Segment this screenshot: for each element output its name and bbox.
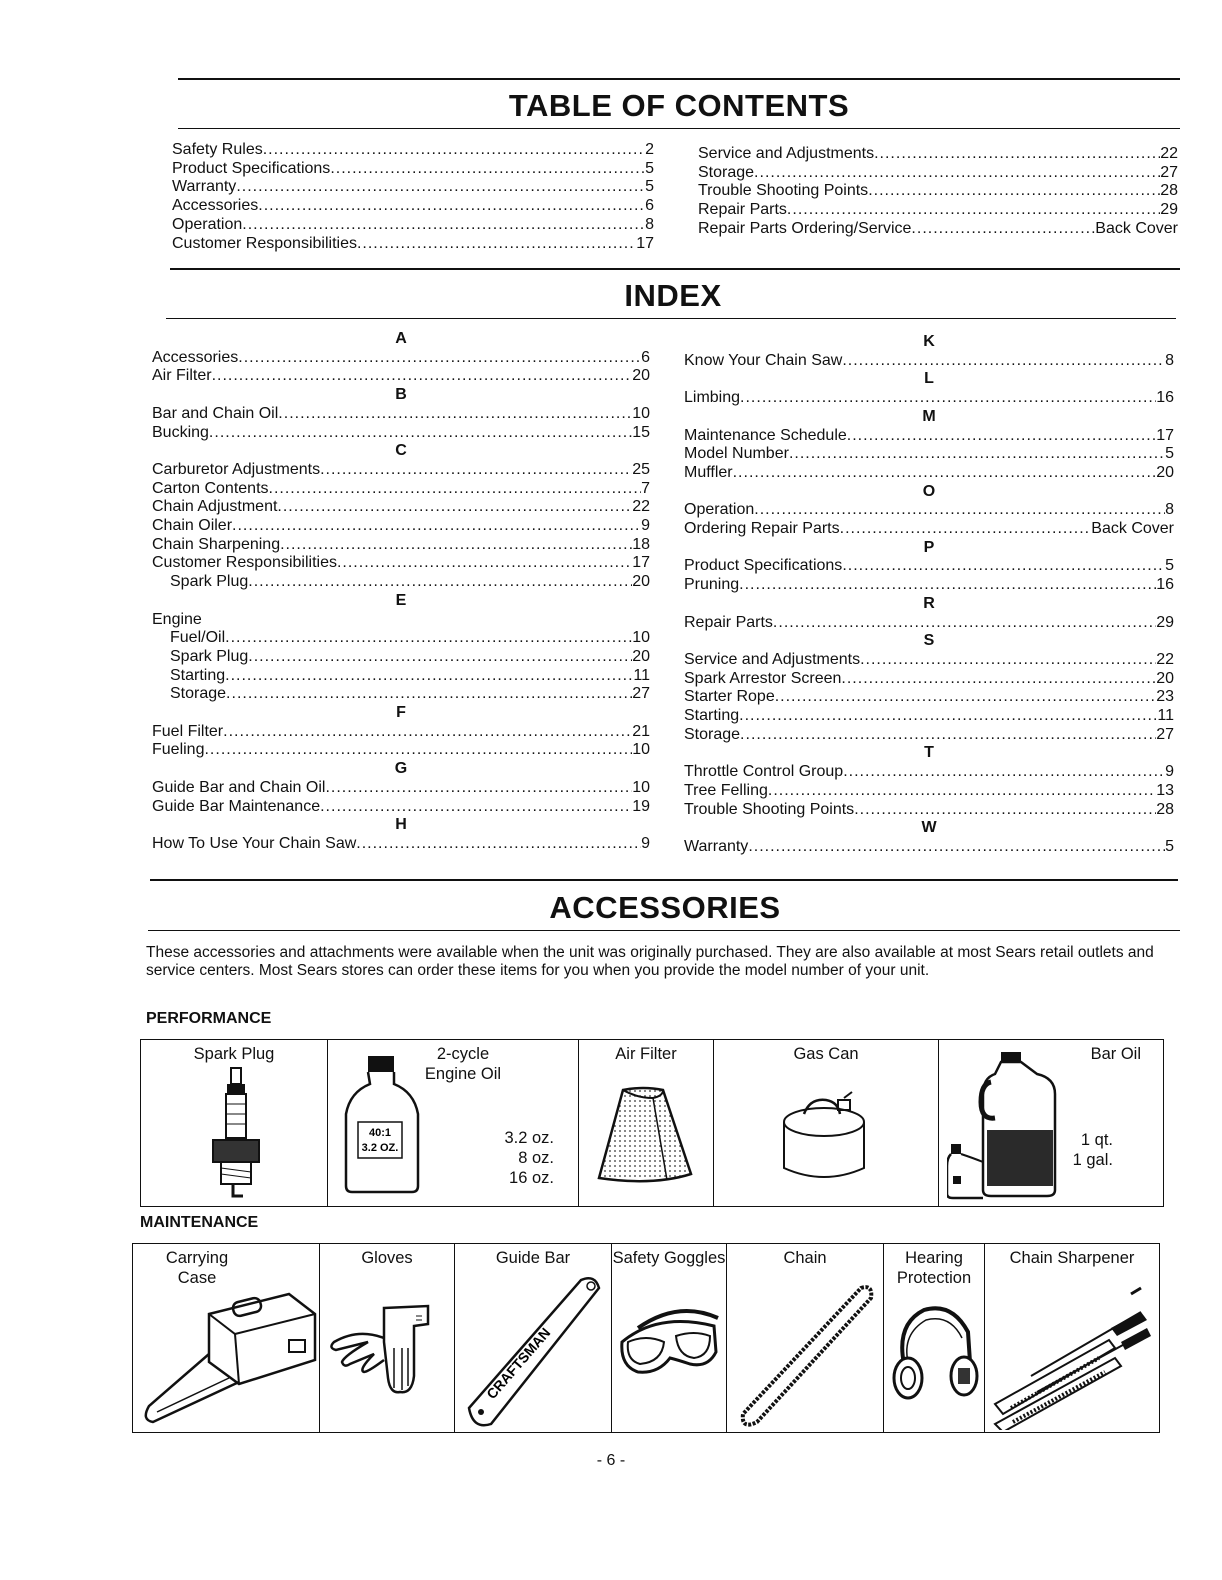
entry-page: 22 xyxy=(1160,145,1178,162)
index-entry xyxy=(152,554,650,573)
index-bottom-rule xyxy=(150,879,1178,881)
entry-page: 9 xyxy=(641,834,650,852)
entry-page: 5 xyxy=(645,159,654,177)
accessories-intro: These accessories and attachments were available when the unit was originally purchased. They are also available at most Sears retail outlets and service centers. Most Sears stores can order these items for you when you provide the model number of your unit. xyxy=(146,944,1154,979)
entry-label: Safety Rules xyxy=(172,141,263,158)
dot-leader xyxy=(238,349,641,368)
dot-leader xyxy=(226,685,632,704)
dot-leader xyxy=(223,723,632,742)
entry-page: 8 xyxy=(645,215,654,233)
index-entry xyxy=(152,779,650,798)
index-entry xyxy=(152,648,650,667)
dot-leader xyxy=(320,461,632,480)
index-entry xyxy=(152,349,650,368)
index-letter: B xyxy=(395,386,407,404)
dot-leader xyxy=(740,726,1156,745)
dot-leader xyxy=(330,160,645,179)
dot-leader xyxy=(325,779,632,798)
entry-page: 10 xyxy=(632,404,650,422)
entry-label: Repair Parts xyxy=(684,613,773,631)
toc-entry xyxy=(698,201,1178,220)
toc-left-column xyxy=(172,141,654,253)
accessory-carrying-case xyxy=(133,1244,320,1433)
dot-leader xyxy=(842,352,1165,371)
entry-label: Starter Rope xyxy=(684,688,775,706)
dot-leader xyxy=(843,763,1165,782)
entry-page: 20 xyxy=(632,367,650,385)
size-option: 8 oz. xyxy=(518,1149,554,1167)
entry-page: 17 xyxy=(636,234,654,252)
safety-goggles-icon xyxy=(618,1302,722,1394)
entry-label: Storage xyxy=(698,163,755,181)
dot-leader xyxy=(854,801,1156,820)
bar-oil-jug-icon xyxy=(947,1048,1059,1200)
entry-page: 20 xyxy=(632,573,650,591)
accessory-name: Gloves xyxy=(361,1249,413,1267)
entry-page: 22 xyxy=(1156,650,1174,668)
entry-page: 2 xyxy=(645,141,654,158)
index-letter: K xyxy=(923,333,935,350)
maintenance-table xyxy=(132,1243,1160,1433)
toc-entry xyxy=(698,220,1178,239)
entry-page: 28 xyxy=(1160,182,1178,200)
entry-label: Starting xyxy=(170,666,226,684)
toc-title: TABLE OF CONTENTS xyxy=(508,88,850,123)
dot-leader xyxy=(320,798,632,817)
oil-bottle-icon xyxy=(342,1052,422,1194)
entry-label: Product Specifications xyxy=(684,557,843,575)
index-entry xyxy=(684,763,1174,782)
entry-label: Product Specifications xyxy=(172,159,331,177)
accessory-name: Hearing Protection xyxy=(896,1249,972,1287)
entry-page: 7 xyxy=(641,479,650,497)
performance-label: PERFORMANCE xyxy=(146,1010,272,1027)
carrying-case-icon xyxy=(139,1274,317,1430)
index-entry xyxy=(152,798,650,817)
index-entry xyxy=(152,685,650,704)
entry-page: 20 xyxy=(632,647,650,665)
index-letter: W xyxy=(921,819,937,837)
index-letter: T xyxy=(924,744,934,762)
guide-bar-brand: CRAFTSMAN xyxy=(483,1324,554,1402)
dot-leader xyxy=(739,707,1157,726)
dot-leader xyxy=(248,573,632,592)
accessory-name: Chain xyxy=(783,1249,827,1267)
index-entry xyxy=(152,629,650,648)
entry-label: Spark Plug xyxy=(170,647,249,665)
dot-leader xyxy=(204,741,632,760)
entry-page: 8 xyxy=(1165,351,1174,369)
entry-label: Chain Adjustment xyxy=(152,498,278,516)
index-entry xyxy=(152,461,650,480)
dot-leader xyxy=(263,141,645,160)
dot-leader xyxy=(773,614,1156,633)
dot-leader xyxy=(842,557,1165,576)
entry-label: Maintenance Schedule xyxy=(684,426,847,444)
entry-page: 20 xyxy=(1156,669,1174,687)
entry-page: 5 xyxy=(1165,837,1174,855)
entry-page: 5 xyxy=(645,178,654,196)
entry-page: 18 xyxy=(632,535,650,553)
index-entry xyxy=(684,352,1174,371)
entry-page: 23 xyxy=(1156,688,1174,706)
entry-page: 16 xyxy=(1156,576,1174,594)
index-entry xyxy=(152,723,650,742)
index-entry xyxy=(152,536,650,555)
accessory-gloves xyxy=(320,1244,455,1433)
toc-right-column xyxy=(698,145,1178,239)
entry-label: Fuel Filter xyxy=(152,722,224,740)
size-option: 3.2 oz. xyxy=(504,1129,554,1147)
dot-leader xyxy=(357,235,636,254)
accessory-name: Gas Can xyxy=(793,1045,859,1063)
toc-entry xyxy=(172,141,654,160)
entry-page: 17 xyxy=(1156,426,1174,444)
dot-leader xyxy=(754,164,1160,183)
dot-leader xyxy=(236,178,645,197)
entry-label: Carburetor Adjustments xyxy=(152,460,321,478)
index-entry xyxy=(152,424,650,443)
entry-label: Customer Responsibilities xyxy=(172,234,357,252)
dot-leader xyxy=(748,838,1165,857)
oil-sizes xyxy=(504,1128,554,1188)
dot-leader xyxy=(258,197,645,216)
index-letter: S xyxy=(923,632,935,650)
entry-page: 6 xyxy=(645,197,654,215)
dot-leader xyxy=(860,651,1156,670)
entry-label: Chain Sharpening xyxy=(152,535,281,553)
entry-page: 13 xyxy=(1156,781,1174,799)
dot-leader xyxy=(278,405,632,424)
guide-bar-icon xyxy=(463,1272,603,1430)
index-title-rule xyxy=(166,318,1176,319)
page-number: - 6 - xyxy=(596,1452,626,1469)
accessory-bar-oil xyxy=(939,1040,1164,1207)
accessories-title-rule xyxy=(148,930,1180,931)
index-letter: F xyxy=(396,704,406,722)
dot-leader xyxy=(787,201,1160,220)
entry-label: Repair Parts Ordering/Service xyxy=(698,219,912,237)
dot-leader xyxy=(840,520,1092,539)
accessory-chain xyxy=(727,1244,884,1433)
index-left-column xyxy=(152,330,650,854)
toc-entry xyxy=(698,182,1178,201)
dot-leader xyxy=(739,576,1156,595)
gas-can-icon xyxy=(774,1090,874,1190)
index-entry xyxy=(152,741,650,760)
entry-label: Starting xyxy=(684,707,740,725)
dot-leader xyxy=(209,424,632,443)
entry-label: Fueling xyxy=(152,741,205,759)
toc-entry xyxy=(172,235,654,254)
entry-page: 8 xyxy=(1165,501,1174,519)
hearing-protection-icon xyxy=(890,1304,980,1404)
entry-page: 10 xyxy=(632,778,650,796)
dot-leader xyxy=(337,554,632,573)
index-entry xyxy=(152,367,650,386)
index-entry xyxy=(684,782,1174,801)
entry-page: 10 xyxy=(632,629,650,647)
entry-label: Storage xyxy=(684,725,741,743)
entry-label: Trouble Shooting Points xyxy=(698,182,869,200)
index-entry xyxy=(684,389,1174,408)
entry-page: 27 xyxy=(632,685,650,703)
dot-leader xyxy=(789,445,1165,464)
size-option: 16 oz. xyxy=(509,1169,554,1187)
dot-leader xyxy=(242,216,645,235)
entry-page: 9 xyxy=(1165,763,1174,781)
toc-entry xyxy=(698,145,1178,164)
dot-leader xyxy=(356,835,641,854)
spark-plug-icon xyxy=(201,1064,271,1204)
index-letter: C xyxy=(395,442,407,460)
index-letter: R xyxy=(923,594,935,612)
index-entry xyxy=(684,726,1174,745)
entry-label: Operation xyxy=(172,215,243,233)
entry-label: Bucking xyxy=(152,423,209,441)
entry-label: Ordering Repair Parts xyxy=(684,520,840,538)
chain-icon xyxy=(733,1274,879,1430)
accessory-gas-can xyxy=(714,1040,939,1207)
index-entry xyxy=(684,614,1174,633)
entry-page: 11 xyxy=(1157,707,1174,725)
accessory-name: Chain Sharpener xyxy=(1009,1249,1135,1267)
accessory-safety-goggles xyxy=(612,1244,727,1433)
index-letter: M xyxy=(922,407,936,425)
entry-page: 25 xyxy=(632,460,650,478)
toc-title-rule xyxy=(178,128,1180,129)
entry-page: 21 xyxy=(632,722,650,740)
index-entry xyxy=(152,480,650,499)
entry-label: Pruning xyxy=(684,576,740,594)
dot-leader xyxy=(269,480,642,499)
dot-leader xyxy=(225,667,633,686)
dot-leader xyxy=(775,688,1156,707)
dot-leader xyxy=(232,517,641,536)
toc-entry xyxy=(172,197,654,216)
bottle-label-line2: 3.2 OZ. xyxy=(361,1142,399,1154)
toc-bottom-rule xyxy=(170,268,1180,270)
index-letter: G xyxy=(394,760,408,778)
dot-leader xyxy=(225,629,632,648)
entry-label: Fuel/Oil xyxy=(170,629,226,647)
dot-leader xyxy=(248,648,632,667)
index-entry xyxy=(152,517,650,536)
index-letter: P xyxy=(923,538,935,556)
entry-label: Warranty xyxy=(684,837,749,855)
index-entry xyxy=(684,838,1174,857)
index-entry xyxy=(684,651,1174,670)
index-title: INDEX xyxy=(624,278,722,313)
dot-leader xyxy=(754,501,1165,520)
entry-label: Trouble Shooting Points xyxy=(684,800,855,818)
entry-label: Throttle Control Group xyxy=(684,763,844,781)
accessory-air-filter xyxy=(579,1040,714,1207)
entry-label: Operation xyxy=(684,501,755,519)
index-entry xyxy=(152,573,650,592)
entry-label: Tree Felling xyxy=(684,781,768,799)
dot-leader xyxy=(740,389,1156,408)
entry-label: Customer Responsibilities xyxy=(152,554,337,572)
index-letter: A xyxy=(395,330,407,347)
chain-sharpener-icon xyxy=(991,1284,1153,1430)
entry-page: 28 xyxy=(1156,800,1174,818)
index-letter: E xyxy=(395,591,407,609)
toc-entry xyxy=(172,160,654,179)
entry-label: Accessories xyxy=(152,348,239,366)
index-entry xyxy=(684,464,1174,483)
index-entry xyxy=(152,667,650,686)
entry-label: Air Filter xyxy=(152,367,212,385)
entry-label: How To Use Your Chain Saw xyxy=(152,834,357,852)
maintenance-label: MAINTENANCE xyxy=(140,1214,259,1231)
entry-page: 29 xyxy=(1156,613,1174,631)
entry-label: Spark Arrestor Screen xyxy=(684,669,842,687)
index-entry xyxy=(684,670,1174,689)
entry-label: Limbing xyxy=(684,389,741,407)
entry-label: Know Your Chain Saw xyxy=(684,351,843,369)
entry-page: Back Cover xyxy=(1095,219,1178,237)
accessory-spark-plug xyxy=(141,1040,328,1207)
entry-label: Service and Adjustments xyxy=(698,145,875,162)
index-entry xyxy=(152,835,650,854)
index-letter: L xyxy=(924,370,934,388)
accessory-name: 2-cycle Engine Oil xyxy=(424,1045,502,1083)
entry-label: Bar and Chain Oil xyxy=(152,404,279,422)
entry-label: Guide Bar Maintenance xyxy=(152,797,321,815)
accessory-name: Safety Goggles xyxy=(612,1249,726,1267)
size-option: 1 qt. xyxy=(1080,1131,1113,1149)
dot-leader xyxy=(841,670,1156,689)
index-entry xyxy=(684,707,1174,726)
accessory-chain-sharpener xyxy=(985,1244,1160,1433)
dot-leader xyxy=(212,367,633,386)
toc-entry xyxy=(172,216,654,235)
index-entry xyxy=(684,557,1174,576)
toc-entry xyxy=(698,164,1178,183)
entry-page: Back Cover xyxy=(1091,520,1174,538)
accessory-engine-oil xyxy=(328,1040,579,1207)
index-entry xyxy=(152,405,650,424)
accessory-hearing-protection xyxy=(884,1244,985,1433)
entry-label: Storage xyxy=(170,685,227,703)
entry-label: Chain Oiler xyxy=(152,517,233,535)
accessory-name: Spark Plug xyxy=(193,1045,275,1063)
accessory-name: Guide Bar xyxy=(495,1249,571,1267)
entry-page: 9 xyxy=(641,517,650,535)
entry-page: 20 xyxy=(1156,463,1174,481)
entry-page: 5 xyxy=(1165,445,1174,463)
dot-leader xyxy=(768,782,1156,801)
accessory-guide-bar xyxy=(455,1244,612,1433)
index-entry xyxy=(684,520,1174,539)
index-entry xyxy=(152,498,650,517)
entry-label: Warranty xyxy=(172,178,237,196)
dot-leader xyxy=(911,220,1095,239)
entry-page: 11 xyxy=(633,666,650,684)
entry-label: Model Number xyxy=(684,445,789,463)
index-entry xyxy=(684,445,1174,464)
entry-label: Repair Parts xyxy=(698,201,787,219)
entry-page: 10 xyxy=(632,741,650,759)
entry-label: Spark Plug xyxy=(170,573,249,591)
index-heading: Engine xyxy=(152,610,202,628)
entry-page: 19 xyxy=(632,797,650,815)
dot-leader xyxy=(847,427,1156,446)
toc-top-rule xyxy=(178,78,1180,80)
toc-entry xyxy=(172,178,654,197)
entry-label: Muffler xyxy=(684,463,733,481)
entry-label: Guide Bar and Chain Oil xyxy=(152,778,326,796)
entry-page: 15 xyxy=(632,423,650,441)
index-right-column xyxy=(684,333,1174,857)
index-letter: H xyxy=(395,816,407,834)
dot-leader xyxy=(874,145,1160,164)
gloves-icon xyxy=(328,1298,446,1402)
index-entry xyxy=(684,501,1174,520)
performance-table xyxy=(140,1039,1164,1207)
accessory-name: Carrying Case xyxy=(165,1249,229,1287)
accessory-name: Air Filter xyxy=(615,1045,677,1063)
entry-page: 27 xyxy=(1156,725,1174,743)
entry-page: 22 xyxy=(632,498,650,516)
entry-page: 29 xyxy=(1160,201,1178,219)
index-letter: O xyxy=(922,482,936,500)
entry-page: 5 xyxy=(1165,557,1174,575)
size-option: 1 gal. xyxy=(1072,1151,1113,1169)
entry-page: 6 xyxy=(641,348,650,366)
dot-leader xyxy=(277,498,632,517)
entry-page: 17 xyxy=(632,554,650,572)
index-entry xyxy=(684,576,1174,595)
bottle-label-line1: 40:1 xyxy=(368,1127,392,1139)
accessory-name: Bar Oil xyxy=(1090,1045,1141,1063)
entry-label: Carton Contents xyxy=(152,479,269,497)
index-entry xyxy=(684,801,1174,820)
entry-page: 27 xyxy=(1160,163,1178,181)
dot-leader xyxy=(868,182,1160,201)
air-filter-icon xyxy=(593,1084,697,1188)
accessories-title: ACCESSORIES xyxy=(549,890,781,925)
entry-page: 16 xyxy=(1156,389,1174,407)
index-entry xyxy=(684,427,1174,446)
dot-leader xyxy=(733,464,1157,483)
entry-label: Service and Adjustments xyxy=(684,650,861,668)
entry-label: Accessories xyxy=(172,197,259,215)
bar-oil-sizes xyxy=(1073,1130,1113,1170)
dot-leader xyxy=(280,536,632,555)
index-entry xyxy=(684,688,1174,707)
